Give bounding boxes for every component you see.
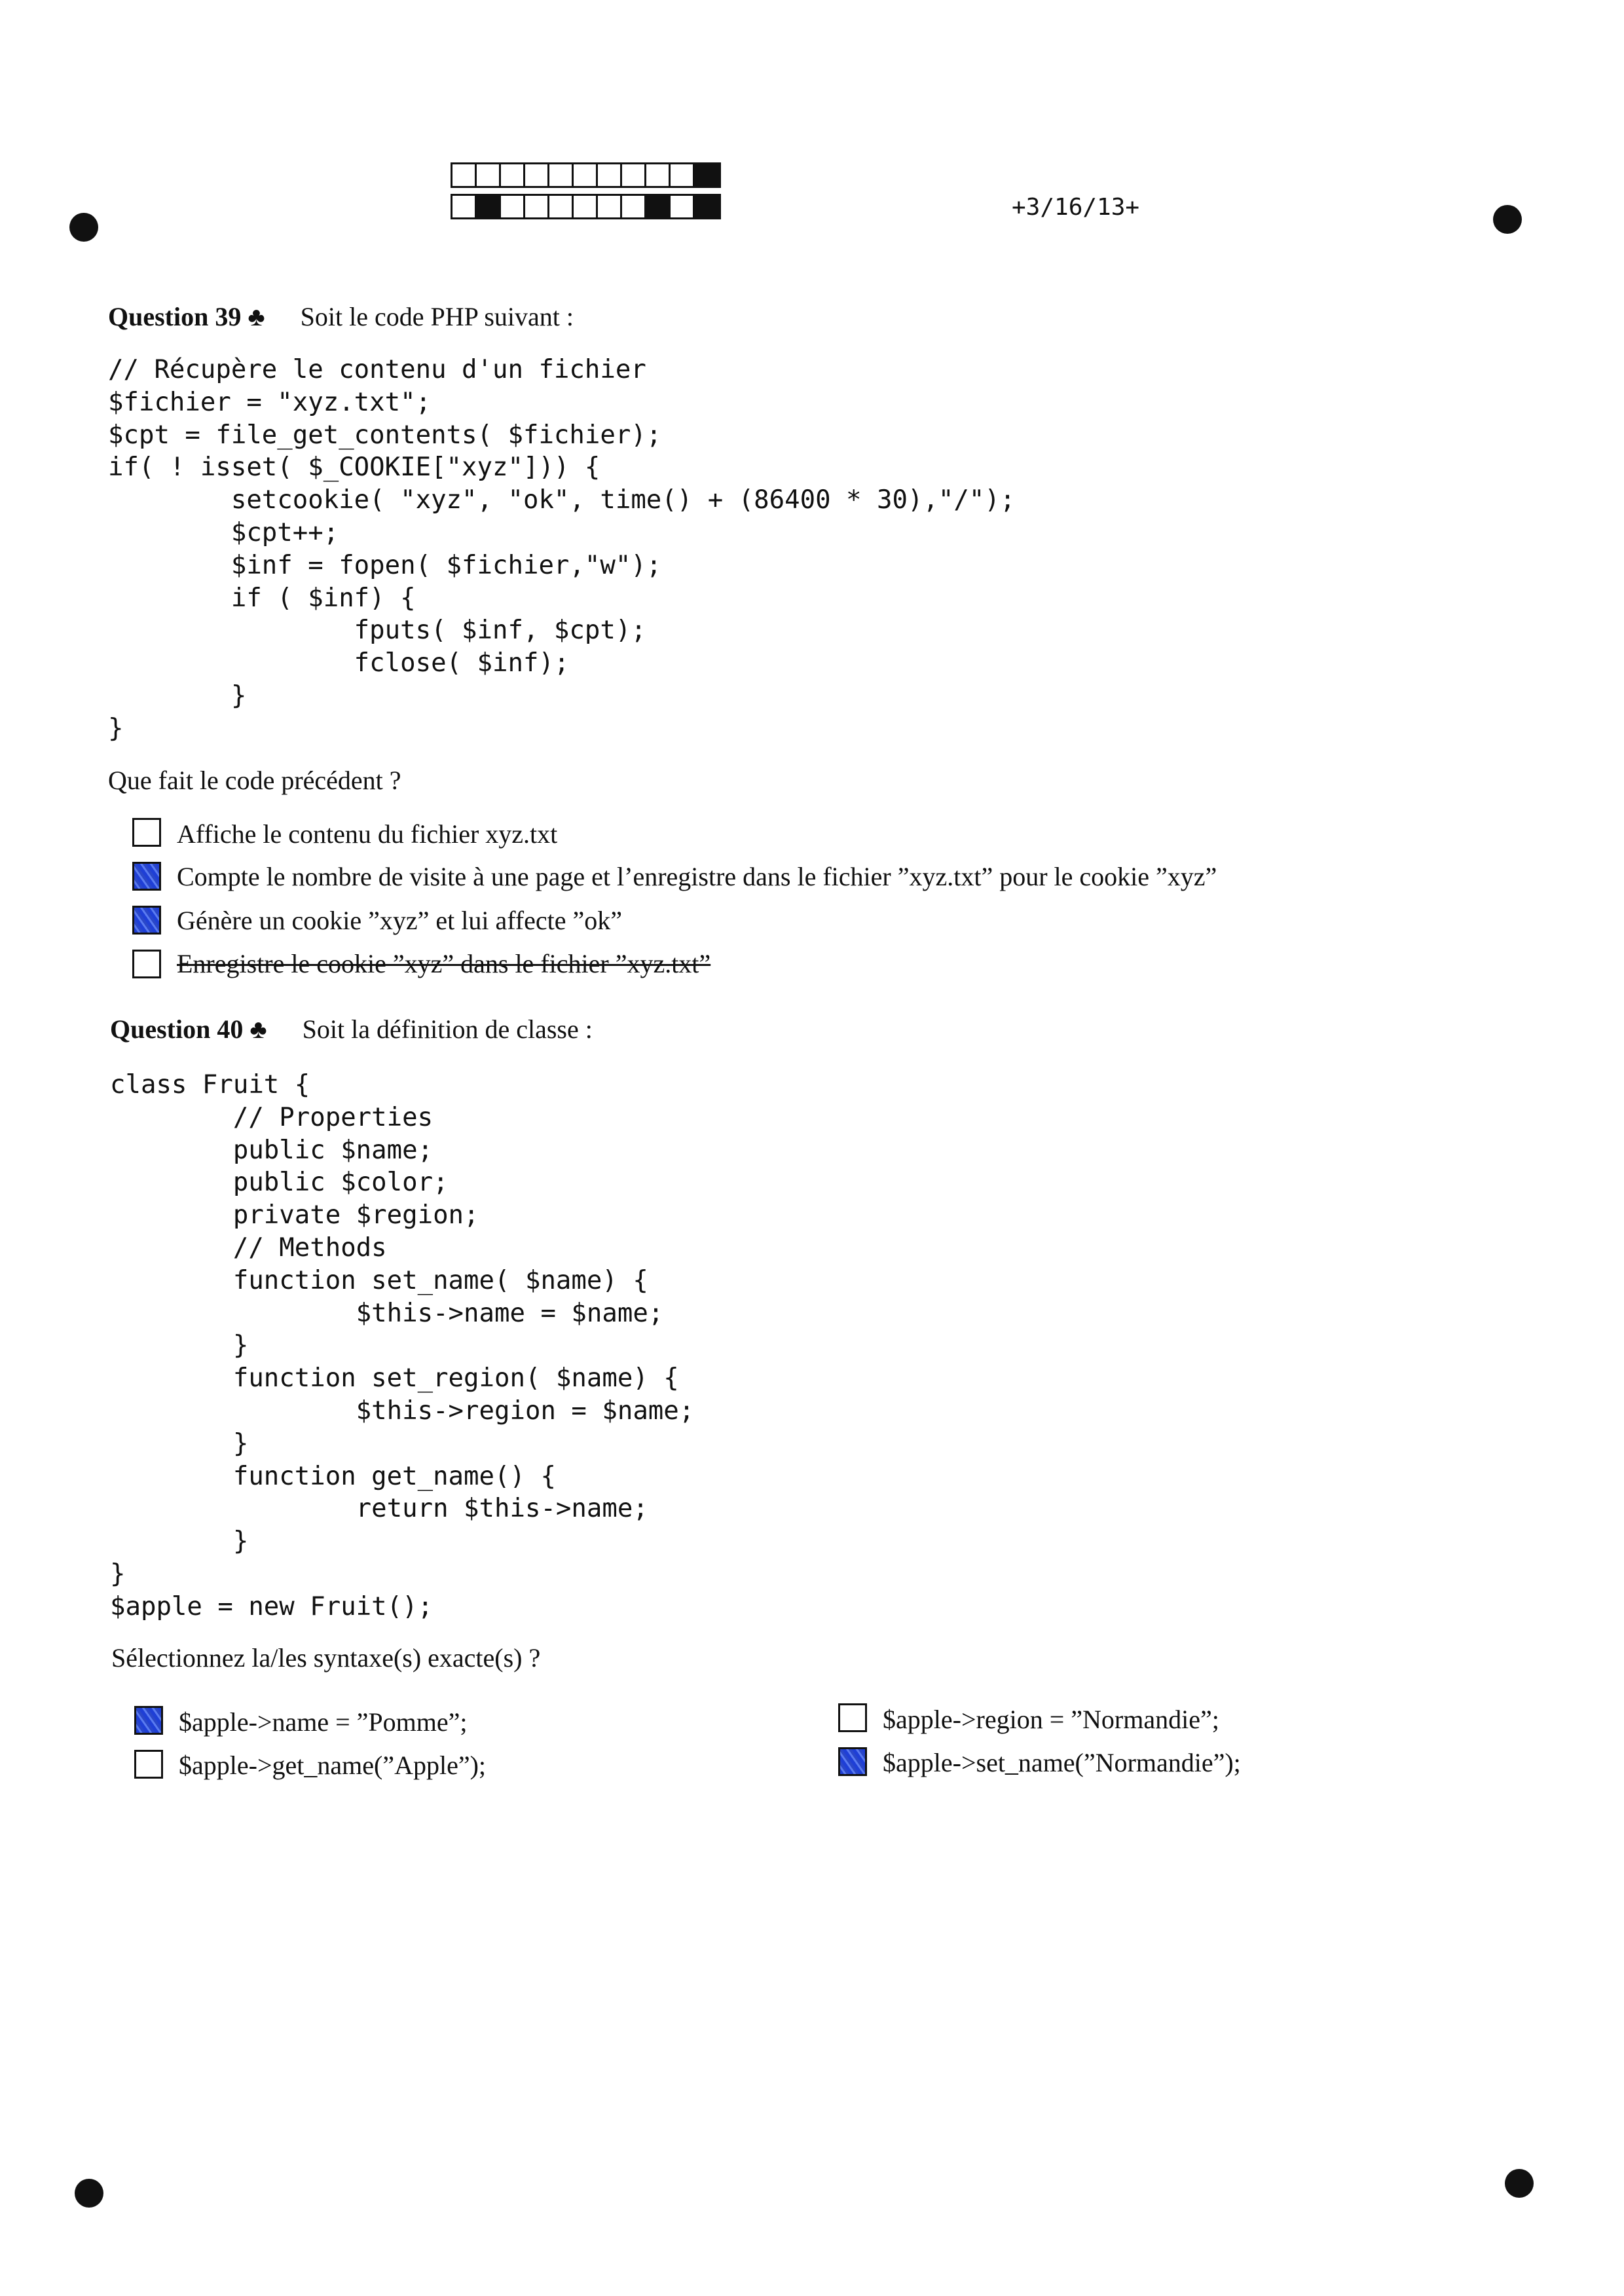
q39-option-4-label: Enregistre le cookie ”xyz” dans le fichier ”xyz.txt”: [177, 949, 711, 978]
q40-option-1-checkbox[interactable]: [134, 1706, 163, 1735]
corner-mark-bottom-right: [1505, 2169, 1534, 2198]
barcode-cell: [574, 196, 598, 217]
corner-mark-bottom-left: [75, 2179, 103, 2208]
q39-option-3-checkbox[interactable]: [132, 906, 161, 935]
barcode-cell: [501, 164, 525, 186]
question-label: Question 40: [110, 1014, 244, 1044]
barcode-cell: [671, 164, 695, 186]
club-icon: ♣: [248, 302, 265, 331]
question-39-prompt: Que fait le code précédent ?: [108, 766, 401, 795]
barcode-cell: [477, 196, 501, 217]
barcode-cell: [549, 164, 574, 186]
corner-mark-top-left: [69, 213, 98, 242]
q39-option-2-checkbox[interactable]: [132, 862, 161, 891]
barcode-cell: [695, 164, 719, 186]
q40-option-3-checkbox[interactable]: [838, 1703, 867, 1732]
question-39-heading: [108, 301, 574, 332]
barcode-cell: [622, 164, 646, 186]
barcode-cell: [452, 164, 477, 186]
barcode-bottom: [451, 194, 721, 219]
php-code-block-39: // Récupère le contenu d'un fichier $fichier = "xyz.txt"; $cpt = file_get_contents( $fichier); if( ! isset( $_COOKIE["xyz"])) { setcookie( "xyz", "ok", time() + (86400 * 30),"/"); $cpt++; $inf = fopen( $fichier,"w"); if ( $inf) { fputs( $inf, $cpt); fclose( $inf); } }: [108, 355, 1016, 743]
q39-option-3-label: Génère un cookie ”xyz” et lui affecte ”ok”: [177, 906, 622, 935]
barcode-cell: [598, 196, 622, 217]
page-reference: +3/16/13+: [1012, 194, 1140, 221]
question-intro: Soit le code PHP suivant :: [300, 302, 574, 331]
q39-option-2-label: Compte le nombre de visite à une page et l’enregistre dans le fichier ”xyz.txt” pour le cookie ”xyz”: [177, 862, 1217, 891]
q40-option-3-label: $apple->region = ”Normandie”;: [883, 1705, 1219, 1734]
barcode-cell: [525, 196, 549, 217]
php-code-block-40: class Fruit { // Properties public $name; public $color; private $region; // Methods function set_name( $name) { $this->name = $name; } function set_region( $name) { $this->region = $name; } function get_name() { return $this->name; } } $apple = new Fruit();: [110, 1070, 695, 1621]
question-intro: Soit la définition de classe :: [302, 1014, 593, 1044]
barcode-cell: [501, 196, 525, 217]
barcode-cell: [574, 164, 598, 186]
barcode-cell: [598, 164, 622, 186]
barcode-cell: [671, 196, 695, 217]
q39-option-1-label: Affiche le contenu du fichier xyz.txt: [177, 819, 558, 849]
q40-option-1-label: $apple->name = ”Pomme”;: [179, 1707, 468, 1737]
question-40-heading: [110, 1014, 593, 1045]
question-40-prompt: Sélectionnez la/les syntaxe(s) exacte(s) ?: [111, 1643, 541, 1673]
barcode-cell: [695, 196, 719, 217]
barcode-cell: [549, 196, 574, 217]
q40-option-2-checkbox[interactable]: [134, 1750, 163, 1779]
club-icon: ♣: [249, 1014, 267, 1044]
q40-option-2-label: $apple->get_name(”Apple”);: [179, 1750, 487, 1780]
barcode-cell: [622, 196, 646, 217]
barcode-cell: [646, 164, 671, 186]
barcode-cell: [525, 164, 549, 186]
corner-mark-top-right: [1493, 205, 1522, 234]
q40-option-4-checkbox[interactable]: [838, 1747, 867, 1776]
barcode-cell: [477, 164, 501, 186]
barcode-top: [451, 162, 721, 188]
barcode-cell: [452, 196, 477, 217]
q39-option-4-checkbox[interactable]: [132, 950, 161, 978]
barcode-cell: [646, 196, 671, 217]
q40-option-4-label: $apple->set_name(”Normandie”);: [883, 1748, 1241, 1777]
question-label: Question 39: [108, 302, 242, 331]
q39-option-1-checkbox[interactable]: [132, 818, 161, 847]
